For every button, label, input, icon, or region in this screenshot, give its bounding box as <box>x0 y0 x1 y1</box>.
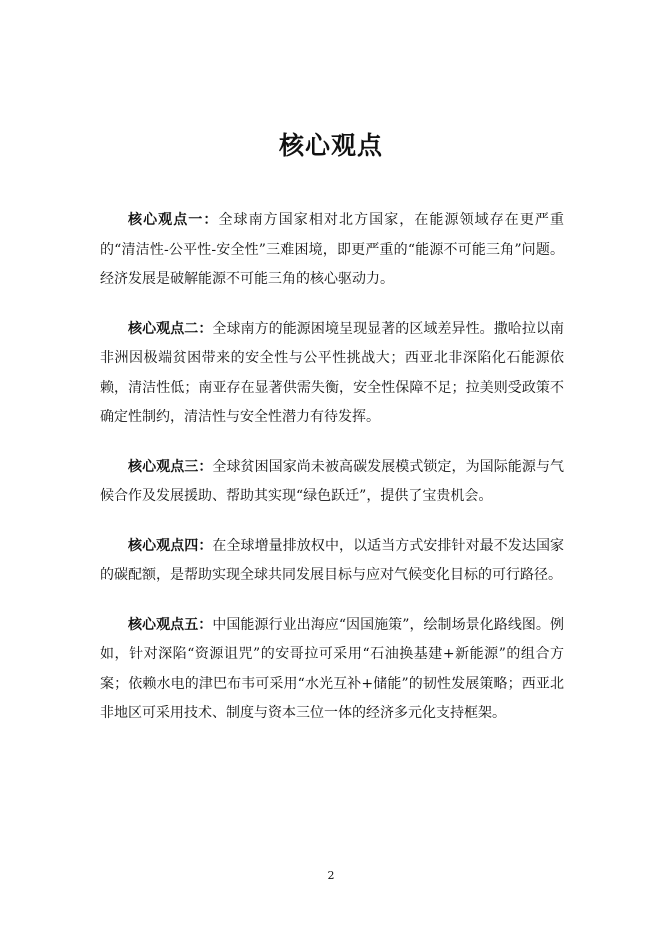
key-point-3 <box>100 453 564 512</box>
page-title: 核心观点 <box>278 131 383 160</box>
key-point-lead: 核心观点二： <box>128 320 213 337</box>
key-point-lead: 核心观点三： <box>128 458 213 475</box>
key-point-text: 全球南方的能源困境呈现显著的区域差异性。撒哈拉以南非洲因极端贫困带来的安全性与公平性挑战大；西亚北非深陷化石能源依赖，清洁性低；南亚存在显著供需失衡，安全性保障不足；拉美则受政策不确定性制约，清洁性与安全性潜力有待发挥。 <box>100 320 565 425</box>
key-point-5 <box>100 611 564 729</box>
key-point-1 <box>100 206 564 295</box>
key-point-text: 全球贫困国家尚未被高碳发展模式锁定，为国际能源与气候合作及发展援助、帮助其实现“绿色跃迁”，提供了宝贵机会。 <box>100 458 565 504</box>
key-point-4 <box>100 532 564 591</box>
key-point-text: 中国能源行业出海应“因国施策”，绘制场景化路线图。例如，针对深陷“资源诅咒”的安哥拉可采用“石油换基建+新能源”的组合方案；依赖水电的津巴布韦可采用“水光互补+储能”的韧性发展策略；西亚北非地区可采用技术、制度与资本三位一体的经济多元化支持框架。 <box>100 616 564 721</box>
key-point-2 <box>100 315 564 433</box>
page-number: 2 <box>327 869 335 882</box>
key-points-body <box>100 206 564 749</box>
key-point-lead: 核心观点四： <box>128 537 213 554</box>
key-point-text: 全球南方国家相对北方国家，在能源领域存在更严重的“清洁性-公平性-安全性”三难困境，即更严重的“能源不可能三角”问题。经济发展是破解能源不可能三角的核心驱动力。 <box>100 212 565 287</box>
key-point-lead: 核心观点五： <box>128 616 213 633</box>
key-point-lead: 核心观点一： <box>128 212 219 228</box>
key-point-text: 在全球增量排放权中，以适当方式安排针对最不发达国家的碳配额，是帮助实现全球共同发展目标与应对气候变化目标的可行路径。 <box>100 537 565 583</box>
